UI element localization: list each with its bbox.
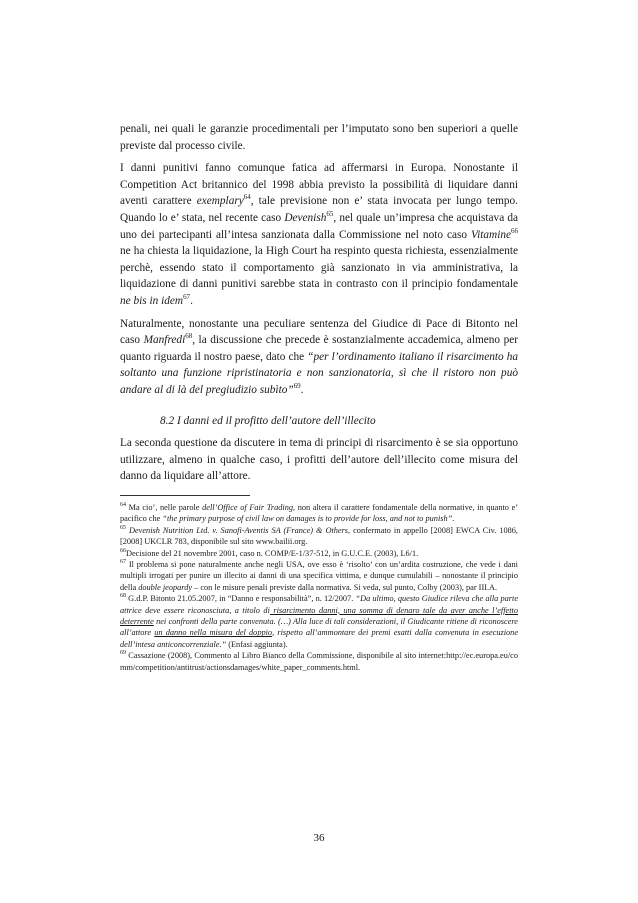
text: (Enfasi aggiunta). (226, 639, 288, 649)
text: , confermato in appello [2008] EWCA Civ. 1086, [2008] UKCLR 783, disponibile sul sito www.bailii.org. (120, 525, 518, 547)
paragraph-4 (120, 435, 518, 485)
italic-text: , rispetto all’ammontare dei premi esatti dalla convenuta in esecuzione dell’intesa anticoncorrenziale.” (120, 628, 518, 649)
paragraph-2 (120, 160, 518, 309)
text: Ma cio’, nelle parole (126, 502, 203, 512)
text: G.d.P. Bitonto 21.05.2007, in “Danno e responsabilità”, n. 12/2007. (126, 594, 356, 604)
text: I danni punitivi fanno comunque fatica ad affermarsi in Europa. Nonostante il Competition Act britannico del 1998 abbia previsto la possibilità di liquidare danni aventi carattere (120, 162, 518, 208)
text: – con le misure penali previste dalla normativa. Si veda, sul punto, Colby (2003), par III.A. (192, 582, 498, 592)
text: La seconda questione da discutere in tema di principi di risarcimento è se sia opportuno utilizzare, almeno in qualche caso, i profitti dell’autore dell’illecito come misura del danno da liquidare all’attore. (120, 437, 518, 483)
italic-term: Devenish (284, 211, 327, 224)
footnote-ref[interactable]: 64 (243, 193, 251, 202)
footnote-number: 65 (120, 524, 126, 531)
footnote-number: 67 (120, 559, 126, 566)
paragraph-1 (120, 121, 518, 154)
text: Decisione del 21 novembre 2001, caso n. COMP/E-1/37-512, in G.U.C.E. (2003), L6/1. (126, 548, 419, 558)
text: . (452, 514, 455, 524)
italic-term: ne bis in idem (120, 294, 184, 307)
text: , tale previsione non e’ stata invocata per lungo tempo. Quando lo e’ stata, nel recente caso (120, 195, 518, 224)
italic-term: Vitamine (471, 228, 511, 241)
italic-text: nei confronti della parte convenuta. (…) Alla luce di tali considerazioni, il Giudicante ritiene di riconoscere all’attore (120, 616, 518, 638)
italic-text: “the primary purpose of civil law on damages is to provide for loss, and not to punish” (162, 514, 453, 524)
footnote-number: 66 (120, 547, 126, 554)
text: Il problema si pone naturalmente anche negli USA, ove esso è ‘risolto’ con un’ardita costruzione, che vede i dani multipli irrogati per punire un illecito ai danni di una specifica vittima, e dunque cumulabili – nonostante il principio della (120, 559, 518, 592)
italic-text: Devenish Nutrition Ltd. v. Sanofi-Aventis SA (France) & Others (129, 525, 349, 535)
text: , non altera il carattere fondamentale della normative, in quanto e’ pacifico che (120, 502, 519, 524)
footnote-ref[interactable]: 68 (185, 332, 193, 341)
paragraph-3 (120, 316, 518, 399)
section-heading: 8.2 I danni ed il profitto dell’autore dell’illecito (160, 414, 376, 427)
footnote-number: 64 (120, 502, 126, 509)
underlined-text: risarcimento danni, una somma di denaro tale da aver anche l’effetto deterrente (120, 605, 518, 626)
text: penali, nei quali le garanzie procedimentali per l’imputato sono ben superiori a quelle previste dal processo civile. (120, 123, 518, 152)
italic-term: exemplary (196, 195, 244, 208)
italic-quote: “per l’ordinamento italiano il risarcimento ha soltanto una funzione ripristinatoria e non sanzionatoria, sì che il ristoro non può andare al di là del pregiudizio subìto” (120, 350, 518, 396)
italic-text: dell’Office of Fair Trading (202, 502, 294, 512)
footnote-66 (120, 548, 518, 559)
footnote-67 (120, 559, 518, 593)
text: , la discussione che precede è sostanzialmente accademica, almeno per quanto riguarda il nostro paese, dato che (120, 334, 518, 363)
footnote-ref[interactable]: 67 (183, 293, 191, 302)
footnote-ref[interactable]: 69 (293, 382, 301, 391)
footnote-68 (120, 593, 518, 650)
italic-text: double jeopardy (138, 582, 193, 592)
footnote-64 (120, 502, 518, 525)
text: Cassazione (2008), Commento al Libro Bianco della Commissione, disponibile al sito internet:http://ec.europa.eu/comm/competition/antitrust/actionsdamages/white_paper_comments.html. (120, 651, 518, 672)
footnote-69 (120, 650, 518, 673)
footnote-ref[interactable]: 65 (326, 210, 334, 219)
text: . (300, 383, 304, 396)
page-number: 36 (313, 832, 325, 844)
footnote-number: 68 (120, 593, 126, 600)
text: Naturalmente, nonostante una peculiare sentenza del Giudice di Pace di Bitonto nel caso (120, 317, 518, 347)
page-content (120, 121, 518, 673)
text: ne ha chiesta la liquidazione, la High Court ha respinto questa richiesta, essenzialmente perchè, essendo stato il comportamento già sanzionato in via amministrativa, la liquidazione di danni punitivi sarebbe stata in contrasto con il principio fondamentale (120, 245, 518, 291)
footnote-number: 69 (120, 650, 126, 657)
footnote-ref[interactable]: 66 (511, 226, 518, 235)
footnote-65 (120, 525, 518, 548)
text: , nel quale un’impresa che acquistava da uno dei partecipanti all’intesa sanzionata dalla Commissione nel noto caso (120, 211, 519, 241)
text: . (190, 294, 193, 307)
italic-text: “Da ultimo, questo Giudice rileva che alla parte attrice deve essere riconosciuta, a titolo di (120, 594, 518, 615)
italic-term: Manfredi (143, 334, 186, 347)
footnote-divider (120, 495, 250, 496)
underlined-text: un danno nella misura del doppio (154, 628, 273, 638)
